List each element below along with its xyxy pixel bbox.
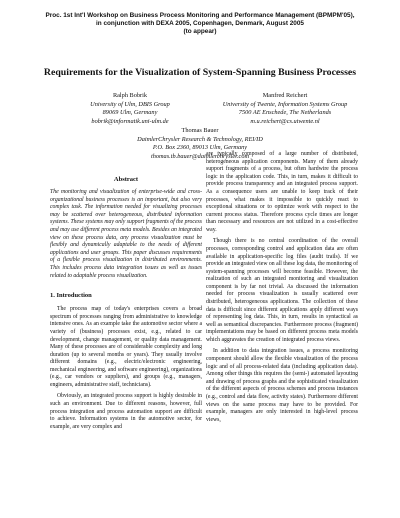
- proceedings-line: in conjunction with DEXA 2005, Copenhagen, Denmark, August 2005: [96, 20, 304, 27]
- abstract-text: The monitoring and visualization of enterprise-wide and cross-organizational business processes is an important, but also very complex task. The information needed for visualizing processes may be scattered over heterogeneous, distributed information systems. These systems may only support fragments of the process and may use different process meta models. Besides an integrated view on these process data, any process visualization must be flexibly and dynamically adaptable to the needs of different applications and user groups. This paper discusses requirements of a flexible process visualization in distributed environments. This includes process data integration issues as well as issues related to adaptable process visualization.: [50, 189, 202, 279]
- author-affiliation: University of Twente, Information Systems Group: [222, 100, 348, 108]
- body-paragraph: In addition to data integration issues, a process monitoring component should allow the flexible visualization of the process logic and of all process-related data (including application data). Among other things this requires the (semi-) automated layouting and drawing of process graphs and the sophisticated visualization of the different aspects of process schemes and process instances (e.g., control and data flow, activity states). Furthermore different views on the same process may have to be provided. For example, managers are only interested in high-level process views,: [206, 348, 358, 423]
- author-block: [210, 92, 360, 126]
- body-paragraph: are typically composed of a large number of distributed, heterogeneous application components. Many of them already support fragments of a process, but often hardwire the process logic in the application code. This, in turn, makes it difficult to provide process transparency and an integrated process support. As a consequence users are unable to keep track of their processes, what makes it impossible to quickly react to exceptional situations or to optimize work with respect to the current process status. Therefore process cycle times are longer than necessary and resources are not utilized in a cost-effective way.: [206, 151, 358, 233]
- author-address: 7500 AE Enschede, The Netherlands: [238, 109, 332, 117]
- author-name: Manfred Reichert: [262, 92, 308, 99]
- section-heading-introduction: 1. Introduction: [50, 292, 92, 300]
- author-affiliation: DaimlerChrysler Research & Technology, REI/ID: [137, 135, 263, 143]
- author-affiliation: University of Ulm, DBIS Group: [90, 100, 170, 108]
- author-email: m.u.reichert@cs.utwente.nl: [250, 117, 320, 125]
- author-address: 89069 Ulm, Germany: [102, 109, 158, 117]
- proceedings-header: [0, 12, 400, 36]
- paper-title: Requirements for the Visualization of System-Spanning Business Processes: [43, 67, 357, 78]
- author-name: Thomas Bauer: [181, 127, 219, 134]
- left-column: [50, 176, 202, 431]
- body-paragraph: Though there is no central coordination of the overall processes, corresponding control and application data are often available in application-specific log files (audit trails). If we provide an integrated view on all these log data, the monitoring of system-spanning processes will become feasible. However, the realization of such an integrated monitoring and visualization component is by far not trivial. As discussed the information needed for process visualization is usually scattered over distributed, heterogeneous applications. The collection of these data is difficult since different applications apply different ways of representing log data. This, in turn, results in syntactical as well as semantical discrepancies. Furthermore process (fragment) implementations may be based on different process meta models which aggravates the creation of integrated process views.: [206, 238, 359, 344]
- author-block: [60, 92, 200, 126]
- abstract-heading: Abstract: [113, 176, 139, 183]
- proceedings-line: Proc. 1st Int'l Workshop on Business Process Monitoring and Performance Management (BPMPM'05),: [45, 12, 355, 19]
- author-email: bobrik@informatik.uni-ulm.de: [91, 117, 169, 125]
- author-email: thomas.tb.bauer@daimlerchrysler.com: [150, 152, 250, 160]
- proceedings-line: (to appear): [183, 28, 217, 35]
- author-name: Ralph Bobrik: [112, 92, 148, 99]
- right-column: [206, 151, 358, 424]
- author-address: P.O. Box 2360, 89013 Ulm, Germany: [152, 144, 248, 152]
- body-paragraph: The process map of today's enterprises covers a broad spectrum of processes ranging from administrative to knowledge intensive ones. As an example take the automotive sector where a variety of (business) processes exist, e.g., related to car development, change management, or quality data management. Many of these processes are of considerable complexity and long duration (up to several months or years). They usually involve different domains (e.g., electric/electronic engineering, mechanical engineering, and software engineering), organizations (e.g., car vendors or suppliers), and groups (e.g., managers, engineers, administrative staff, technicians).: [50, 306, 202, 389]
- body-paragraph: Obviously, an integrated process support is highly desirable in such an environment. Due to different reasons, however, full process integration and process automation support are difficult to achieve. Information systems in the automotive sector, for example, are very complex and: [50, 393, 202, 430]
